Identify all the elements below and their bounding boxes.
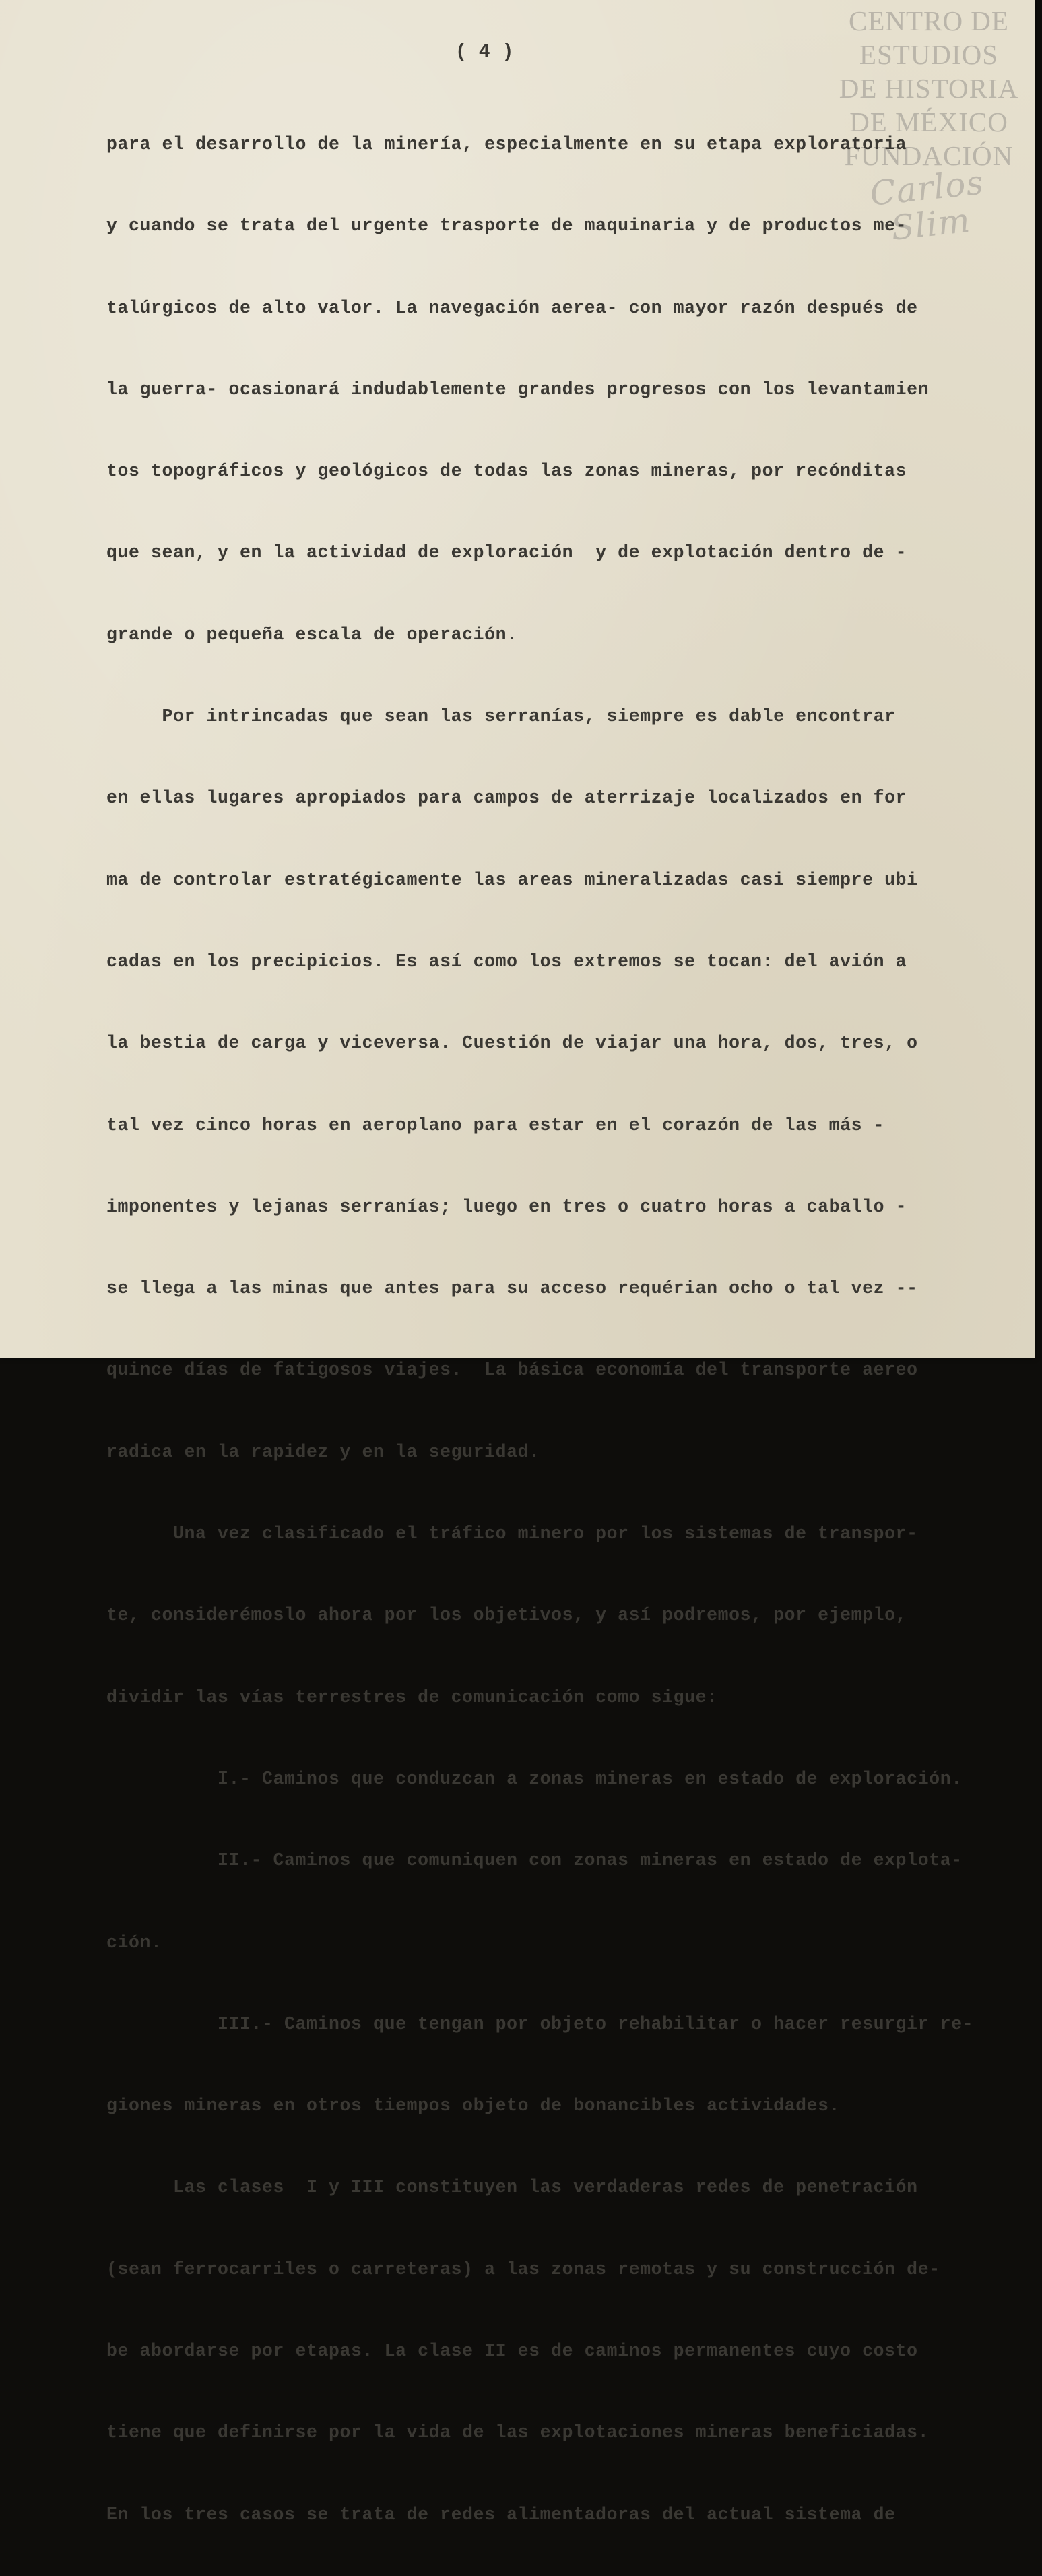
text-line: y cuando se trata del urgente trasporte de maquinaria y de productos me- bbox=[106, 216, 907, 237]
text-line: III.- Caminos que tengan por objeto rehabilitar o hacer resurgir re- bbox=[106, 2013, 974, 2034]
text-line: la bestia de carga y viceversa. Cuestión de viajar una hora, dos, tres, o bbox=[106, 1033, 918, 1054]
text-line: imponentes y lejanas serranías; luego en tres o cuatro horas a caballo - bbox=[106, 1196, 907, 1217]
typed-body-text bbox=[106, 84, 1022, 2576]
text-line: que sean, y en la actividad de exploración y de explotación dentro de - bbox=[106, 542, 907, 563]
text-line: cadas en los precipicios. Es así como los extremos se tocan: del avión a bbox=[106, 951, 907, 972]
text-line: (sean ferrocarriles o carreteras) a las zonas remotas y su construcción de- bbox=[106, 2259, 940, 2280]
watermark-line: FUNDACIÓN bbox=[844, 140, 1014, 171]
text-line: tal vez cinco horas en aeroplano para estar en el corazón de las más - bbox=[106, 1114, 885, 1135]
text-line: te, considerémoslo ahora por los objetivos, y así podremos, por ejemplo, bbox=[106, 1605, 907, 1626]
text-line: quince días de fatigosos viajes. La básica economía del transporte aereo bbox=[106, 1360, 918, 1381]
text-line: Por intrincadas que sean las serranías, siempre es dable encontrar bbox=[106, 706, 896, 727]
text-line: tiene que definirse por la vida de las explotaciones mineras beneficiadas. bbox=[106, 2422, 930, 2443]
text-line: be abordarse por etapas. La clase II es de caminos permanentes cuyo costo bbox=[106, 2341, 918, 2362]
watermark-line: CENTRO DE bbox=[849, 5, 1009, 36]
text-line: en ellas lugares apropiados para campos de aterrizaje localizados en for bbox=[106, 788, 907, 809]
text-line: ma de controlar estratégicamente las areas mineralizadas casi siempre ubi bbox=[106, 869, 918, 890]
text-line: Una vez clasificado el tráfico minero por los sistemas de transpor- bbox=[106, 1523, 918, 1544]
text-line: radica en la rapidez y en la seguridad. bbox=[106, 1441, 540, 1462]
text-line: para el desarrollo de la minería, especialmente en su etapa exploratoria bbox=[106, 134, 907, 154]
text-line: la guerra- ocasionará indudablemente grandes progresos con los levantamien bbox=[106, 379, 930, 400]
watermark-line: DE MÉXICO bbox=[849, 106, 1008, 137]
text-line: ción. bbox=[106, 1932, 162, 1953]
text-line: II.- Caminos que comuniquen con zonas mineras en estado de explota- bbox=[106, 1850, 963, 1871]
text-line: talúrgicos de alto valor. La navegación aerea- con mayor razón después de bbox=[106, 297, 918, 318]
text-line: I.- Caminos que conduzcan a zonas mineras en estado de exploración. bbox=[106, 1768, 963, 1789]
watermark-line: DE HISTORIA bbox=[839, 73, 1019, 104]
text-line: giones mineras en otros tiempos objeto de bonancibles actividades. bbox=[106, 2096, 841, 2116]
watermark-signature: Carlos Slim bbox=[868, 162, 986, 248]
text-line: grande o pequeña escala de operación. bbox=[106, 624, 518, 645]
text-line: En los tres casos se trata de redes alimentadoras del actual sistema de bbox=[106, 2504, 896, 2525]
text-line: dividir las vías terrestres de comunicación como sigue: bbox=[106, 1687, 718, 1707]
page-number: ( 4 ) bbox=[455, 42, 515, 63]
text-line: se llega a las minas que antes para su acceso requérian ocho o tal vez -- bbox=[106, 1278, 918, 1299]
text-line: tos topográficos y geológicos de todas las zonas mineras, por recónditas bbox=[106, 461, 907, 482]
watermark-line: ESTUDIOS bbox=[859, 39, 999, 70]
text-line: Las clases I y III constituyen las verdaderas redes de penetración bbox=[106, 2177, 918, 2198]
